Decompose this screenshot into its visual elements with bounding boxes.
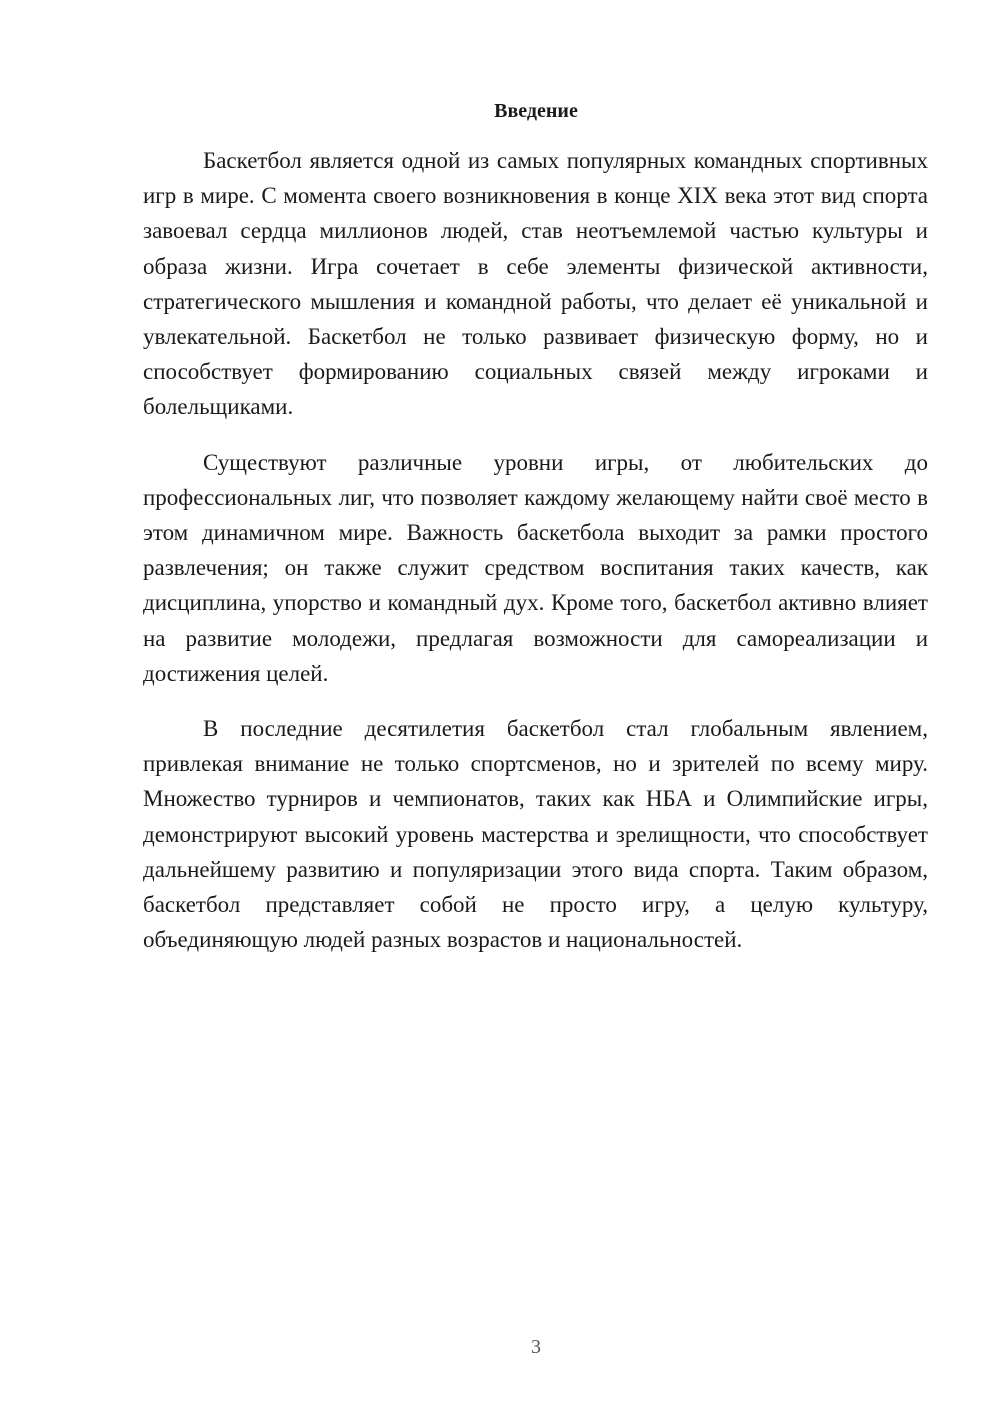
paragraph-2: Существуют различные уровни игры, от любительских до профессиональных лиг, что позволяет каждому желающему найти своё место в этом динамичном мире. Важность баскетбола выходит за рамки простого развлечения; он также служит средством воспитания таких качеств, как дисциплина, упорство и командный дух. Кроме того, баскетбол активно влияет на развитие молодежи, предлагая возможности для самореализации и достижения целей.	[143, 449, 928, 686]
body-text	[143, 143, 928, 977]
section-title: Введение	[494, 100, 578, 122]
paragraph-1: Баскетбол является одной из самых популярных командных спортивных игр в мире. С момента своего возникновения в конце XIX века этот вид спорта завоевал сердца миллионов людей, став неотъемлемой частью культуры и образа жизни. Игра сочетает в себе элементы физической активности, стратегического мышления и командной работы, что делает её уникальной и увлекательной. Баскетбол не только развивает физическую форму, но и способствует формированию социальных связей между игроками и болельщиками.	[143, 148, 928, 420]
paragraph-3: В последние десятилетия баскетбол стал глобальным явлением, привлекая внимание не только спортсменов, но и зрителей по всему миру. Множество турниров и чемпионатов, таких как НБА и Олимпийские игры, демонстрируют высокий уровень мастерства и зрелищности, что способствует дальнейшему развитию и популяризации этого вида спорта. Таким образом, баскетбол представляет собой не просто игру, а целую культуру, объединяющую людей разных возрастов и национальностей.	[143, 716, 928, 953]
page-number: 3	[531, 1336, 541, 1358]
